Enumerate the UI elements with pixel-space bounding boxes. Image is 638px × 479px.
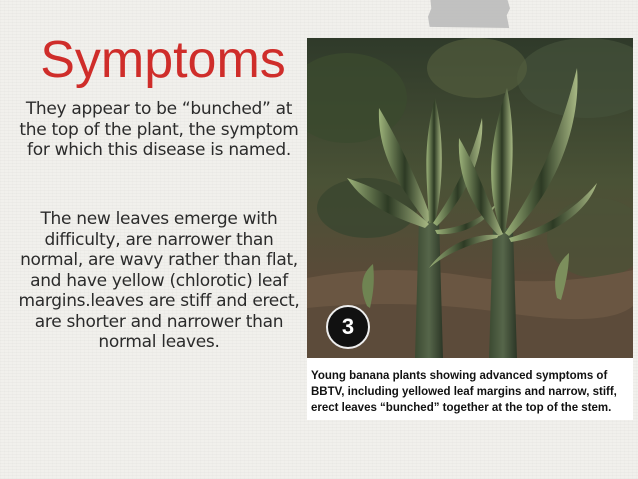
body-paragraph-2: The new leaves emerge with difficulty, are narrower than normal, are wavy rather than flat, and have yellow (chlorotic) leaf margins.leaves are stiff and erect, are shorter and narrower than normal leaves. [18,209,300,352]
figure-number-badge: 3 [326,305,370,349]
figure [307,38,633,420]
tape-decoration [428,0,510,28]
caption-line: BBTV, including yellowed leaf margins and narrow, stiff, [311,386,617,398]
body-paragraph-1: They appear to be “bunched” at the top of the plant, the symptom for which this disease is named. [19,99,299,160]
figure-caption [311,368,627,416]
caption-line: Young banana plants showing advanced symptoms of [311,370,608,382]
caption-line: erect leaves “bunched” together at the top of the stem. [311,402,612,414]
slide-title: Symptoms [40,31,286,89]
